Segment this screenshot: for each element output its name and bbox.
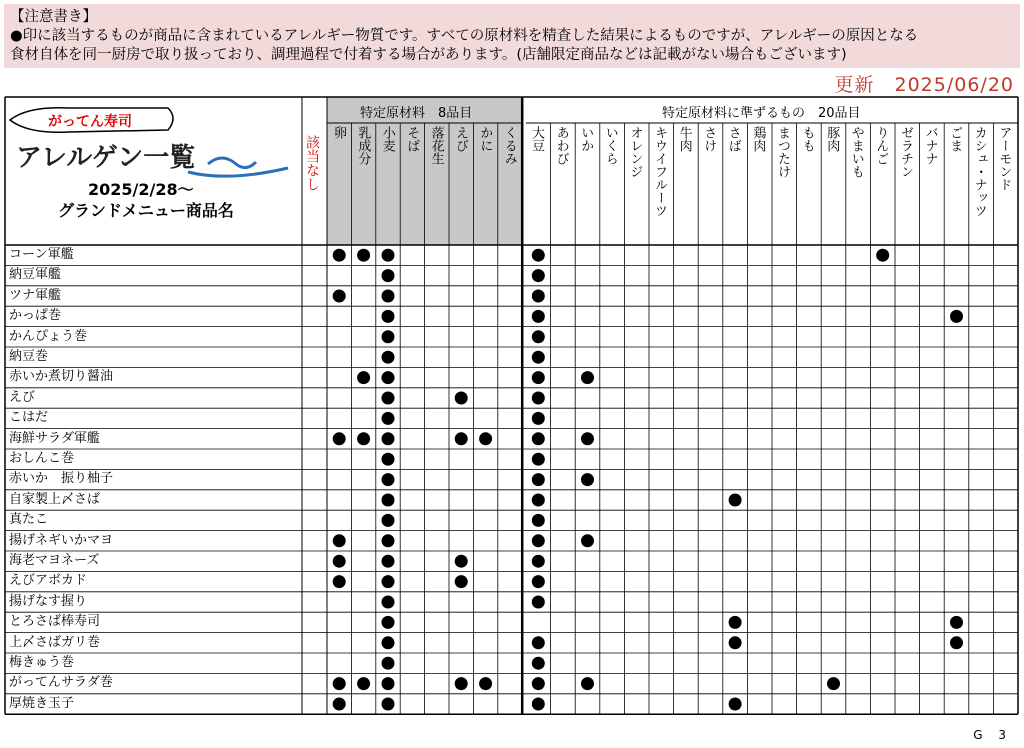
allergen-mark: [357, 371, 370, 384]
allergen-mark: [479, 432, 492, 445]
product-name: 赤いか煮切り醤油: [9, 369, 114, 385]
allergen-mark: [382, 330, 395, 343]
allergen-header: さけ: [701, 126, 717, 152]
allergen-mark: [532, 677, 545, 690]
allergen-mark: [382, 534, 395, 547]
allergen-mark: [455, 432, 468, 445]
page-code: G 3: [973, 728, 1012, 742]
allergen-header: かに: [477, 126, 493, 152]
allergen-mark: [333, 534, 346, 547]
allergen-header: 落花生: [428, 126, 444, 165]
allergen-mark: [581, 432, 594, 445]
logo: [10, 108, 288, 220]
product-name: かっぱ巻: [9, 308, 62, 324]
allergen-mark: [333, 555, 346, 568]
allergen-mark: [532, 494, 545, 507]
allergen-mark: [455, 555, 468, 568]
notice-line-2: 食材自体を同一厨房で取り扱っており、調理過程で付着する場合があります。(店舗限定商品などは記載がない場合もございます): [10, 47, 847, 63]
allergen-mark: [333, 290, 346, 303]
allergen-mark: [950, 310, 963, 323]
allergen-header: いくら: [602, 126, 618, 165]
allergen-mark: [729, 494, 742, 507]
allergen-mark: [382, 269, 395, 282]
product-name: えび: [9, 389, 36, 405]
allergen-mark: [532, 698, 545, 711]
allergen-mark: [382, 677, 395, 690]
allergen-header: アーモンド: [996, 126, 1012, 191]
allergen-mark: [950, 636, 963, 649]
allergen-mark: [532, 473, 545, 486]
allergen-mark: [950, 616, 963, 629]
product-name: コーン軍艦: [9, 247, 74, 262]
allergen-mark: [382, 351, 395, 364]
allergen-mark: [382, 555, 395, 568]
group2-label: 特定原材料に準ずるもの 20品目: [662, 106, 861, 121]
allergen-mark: [333, 677, 346, 690]
allergen-header: やまいも: [848, 126, 864, 178]
allergen-header: さば: [725, 126, 741, 152]
allergen-header: バナナ: [922, 126, 938, 165]
allergen-header: いか: [578, 126, 594, 152]
product-name: 揚げなす握り: [9, 593, 88, 609]
allergen-mark: [357, 432, 370, 445]
allergen-mark: [532, 330, 545, 343]
allergen-mark: [357, 249, 370, 262]
allergen-mark: [532, 310, 545, 323]
product-name: 赤いか 振り柚子: [9, 471, 114, 487]
allergen-mark: [382, 290, 395, 303]
allergen-mark: [532, 269, 545, 282]
product-name: 海老マヨネーズ: [9, 553, 100, 568]
allergen-mark: [532, 371, 545, 384]
allergen-mark: [532, 392, 545, 405]
allergen-mark: [532, 453, 545, 466]
allergen-mark: [729, 616, 742, 629]
allergen-marks: [333, 249, 963, 711]
allergen-mark: [382, 412, 395, 425]
product-name: 上〆さばガリ巻: [9, 634, 101, 650]
allergen-mark: [532, 432, 545, 445]
updated-date: 更新 2025/06/20: [834, 74, 1014, 96]
not-applicable-label: 該当なし: [304, 135, 320, 191]
product-name: こはだ: [9, 410, 49, 426]
allergen-mark: [382, 616, 395, 629]
allergen-header: えび: [453, 126, 468, 152]
allergen-header: ごま: [947, 126, 963, 152]
allergen-header: 乳成分: [355, 126, 371, 165]
product-name: がってんサラダ巻: [9, 675, 113, 691]
product-name: 自家製上〆さば: [9, 491, 101, 507]
logo-brand: がってん寿司: [48, 114, 132, 130]
allergen-mark: [382, 575, 395, 588]
product-name: 揚げネギいかマヨ: [9, 532, 114, 548]
allergen-header: もも: [799, 126, 815, 152]
allergen-mark: [729, 698, 742, 711]
allergen-mark: [382, 432, 395, 445]
group1-label: 特定原材料 8品目: [360, 106, 473, 121]
allergen-mark: [532, 575, 545, 588]
allergen-mark: [876, 249, 889, 262]
allergen-mark: [581, 473, 594, 486]
allergen-header: まつたけ: [775, 126, 790, 178]
product-name: 納豆軍艦: [9, 267, 62, 283]
allergen-mark: [382, 657, 395, 670]
allergen-mark: [581, 371, 594, 384]
allergen-mark: [827, 677, 840, 690]
allergen-header: りんご: [873, 126, 889, 165]
allergen-header: カシュ・ナッツ: [971, 126, 987, 217]
allergen-mark: [455, 677, 468, 690]
allergen-mark: [382, 636, 395, 649]
allergen-mark: [479, 677, 492, 690]
allergen-mark: [382, 473, 395, 486]
allergen-mark: [382, 453, 395, 466]
product-name: 真たこ: [9, 512, 49, 528]
allergen-mark: [382, 698, 395, 711]
allergen-mark: [333, 432, 346, 445]
allergen-header: 大豆: [529, 126, 544, 152]
product-name: ツナ軍艦: [9, 287, 62, 303]
allergen-mark: [333, 575, 346, 588]
allergen-mark: [532, 596, 545, 609]
product-name: えびアボカド: [9, 573, 88, 589]
allergen-mark: [581, 534, 594, 547]
allergen-header: 牛肉: [676, 126, 692, 152]
allergen-header: キウイフルーツ: [652, 126, 667, 217]
allergen-mark: [532, 514, 545, 527]
allergen-header: 豚肉: [824, 126, 840, 152]
allergen-mark: [532, 534, 545, 547]
allergen-header: くるみ: [501, 126, 517, 165]
allergen-mark: [382, 249, 395, 262]
allergen-mark: [382, 494, 395, 507]
notice-line-1: ●印に該当するものが商品に含まれているアレルギー物質です。すべての原材料を精査した結果によるものですが、アレルギーの原因となる: [10, 28, 919, 44]
logo-date: 2025/2/28～: [88, 180, 194, 199]
product-name: 厚焼き玉子: [9, 695, 75, 711]
wave-decoration: [188, 158, 288, 176]
allergen-mark: [729, 636, 742, 649]
product-name: 納豆巻: [9, 349, 49, 364]
allergen-header: ゼラチン: [898, 126, 913, 178]
allergen-mark: [382, 371, 395, 384]
allergen-mark: [532, 636, 545, 649]
product-name: 海鮮サラダ軍艦: [9, 430, 100, 446]
allergen-mark: [455, 575, 468, 588]
product-name: とろさば棒寿司: [9, 614, 101, 630]
allergen-mark: [333, 698, 346, 711]
allergen-mark: [382, 310, 395, 323]
product-name: かんぴょう巻: [9, 328, 88, 344]
allergen-mark: [382, 392, 395, 405]
allergen-mark: [581, 677, 594, 690]
allergen-mark: [532, 290, 545, 303]
allergen-mark: [532, 555, 545, 568]
allergen-mark: [382, 514, 395, 527]
allergen-mark: [532, 249, 545, 262]
allergen-mark: [333, 249, 346, 262]
allergen-mark: [532, 657, 545, 670]
logo-subtitle: グランドメニュー商品名: [58, 201, 234, 220]
allergen-mark: [382, 596, 395, 609]
allergen-header: オレンジ: [627, 126, 643, 178]
allergen-header: 鶏肉: [750, 126, 766, 152]
product-name: おしんこ巻: [9, 451, 75, 466]
allergen-header: あわび: [553, 126, 569, 165]
allergen-header: そば: [404, 126, 420, 152]
allergen-mark: [455, 392, 468, 405]
allergen-mark: [357, 677, 370, 690]
allergen-header: 小麦: [379, 126, 395, 152]
allergen-mark: [532, 412, 545, 425]
product-name: 梅きゅう巻: [9, 655, 75, 670]
allergen-header: 卵: [331, 126, 346, 139]
notice-heading: 【注意書き】: [10, 9, 97, 25]
allergen-mark: [532, 351, 545, 364]
logo-title: アレルゲン一覧: [16, 143, 196, 173]
